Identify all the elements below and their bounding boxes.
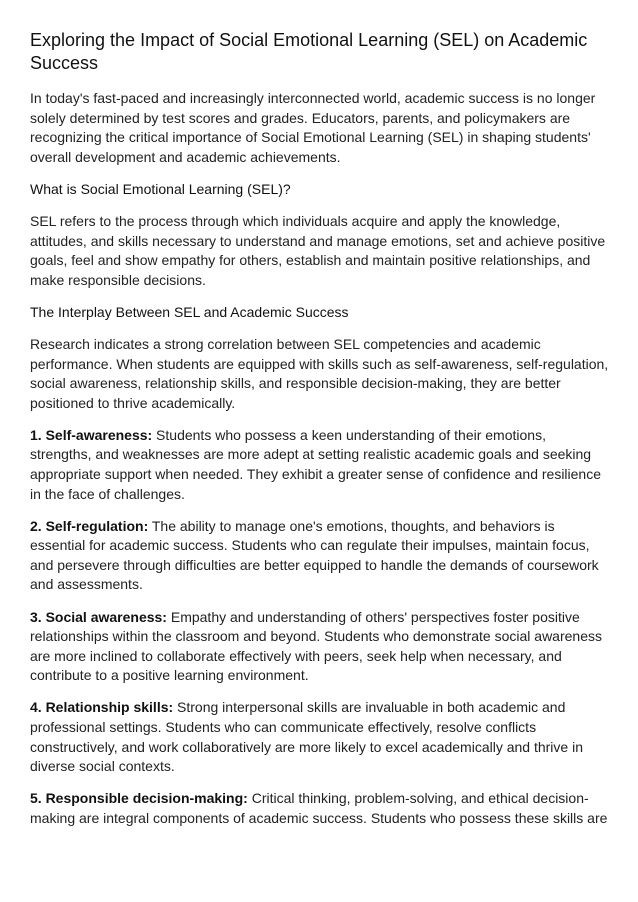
list-item-text: The ability to manage one's emotions, thoughts, and behaviors is essential for academic success. Students who can regulate their impulses, maintain focus, and persevere through difficulties are better equipped to handle the demands of coursework and assessments.	[30, 517, 599, 593]
section-body-what-is-sel: SEL refers to the process through which individuals acquire and apply the knowledge, attitudes, and skills necessary to understand and manage emotions, set and achieve positive goals, feel and show empathy for others, establish and maintain positive relationships, and make responsible decisions.	[30, 212, 606, 288]
list-item-label: 2. Self-regulation:	[30, 517, 149, 534]
list-item-text: Strong interpersonal skills are invaluable in both academic and professional settings. Students who can communicate effectively, resolve conflicts constructively, and work collaboratively are more likely to excel academically and thrive in diverse social contexts.	[30, 699, 583, 775]
list-item-label: 5. Responsible decision-making:	[30, 790, 248, 807]
list-item-text: Critical thinking, problem-solving, and ethical decision-making are integral components of academic success. Students who possess these skills are	[30, 790, 608, 826]
list-item-relationship-skills	[30, 698, 610, 776]
list-item-social-awareness	[30, 608, 610, 686]
list-item-label: 4. Relationship skills:	[30, 699, 174, 716]
intro-paragraph: In today's fast-paced and increasingly interconnected world, academic success is no longer solely determined by test scores and grades. Educators, parents, and policymakers are recognizing the critical importance of Social Emotional Learning (SEL) in shaping students' overall development and academic achievements.	[30, 90, 596, 165]
section-heading-interplay: The Interplay Between SEL and Academic Success	[30, 303, 349, 320]
list-item-text: Students who possess a keen understanding of their emotions, strengths, and weaknesses are more adept at setting realistic academic goals and seeking appropriate support when needed. They exhibit a greater sense of confidence and resilience in the face of challenges.	[30, 426, 602, 502]
list-item-self-regulation	[30, 517, 610, 595]
section-body-interplay: Research indicates a strong correlation between SEL competencies and academic performance. When students are equipped with skills such as self-awareness, self-regulation, social awareness, relationship skills, and responsible decision-making, they are better positioned to thrive academically.	[30, 335, 609, 411]
section-heading-what-is-sel: What is Social Emotional Learning (SEL)?	[30, 180, 291, 197]
list-item-label: 1. Self-awareness:	[30, 426, 153, 443]
document-title: Exploring the Impact of Social Emotional Learning (SEL) on Academic Success	[30, 30, 588, 73]
list-item-self-awareness	[30, 426, 610, 504]
list-item-responsible-decision-making	[30, 789, 610, 828]
list-item-text: Empathy and understanding of others' perspectives foster positive relationships within the classroom and beyond. Students who demonstrate social awareness are more inclined to collaborate effectively with peers, seek help when necessary, and contribute to a positive learning environment.	[30, 608, 602, 684]
list-item-label: 3. Social awareness:	[30, 608, 167, 625]
